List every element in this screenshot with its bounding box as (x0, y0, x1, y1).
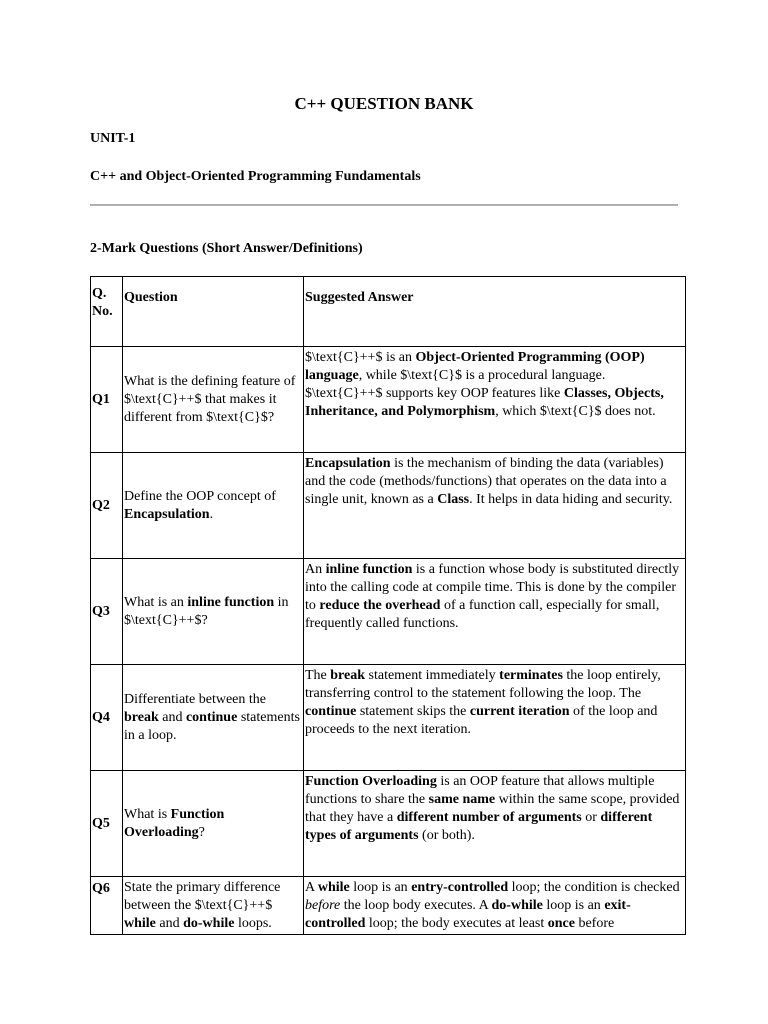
text-segment: or (581, 810, 601, 825)
text-segment: An (305, 562, 326, 577)
text-segment: entry-controlled (411, 880, 509, 895)
text-segment: statement immediately (365, 668, 500, 683)
horizontal-divider (90, 204, 678, 206)
text-segment: different types of arguments (305, 810, 653, 843)
text-segment: and (155, 916, 184, 931)
text-segment: Class (437, 492, 470, 507)
header-suggested-answer: Suggested Answer (304, 277, 686, 347)
text-segment: Define the OOP concept of (124, 488, 276, 504)
text-segment: The (305, 668, 331, 683)
question-table (90, 276, 686, 935)
question-text (123, 771, 304, 877)
text-segment: before (305, 898, 341, 913)
table-row (91, 347, 686, 453)
text-segment: . (209, 506, 214, 522)
text-segment: inline function (325, 562, 413, 577)
suggested-answer (304, 347, 686, 453)
suggested-answer (304, 559, 686, 665)
text-segment: statements in a loop. (124, 709, 300, 743)
text-segment: What is an (124, 594, 188, 610)
text-segment: What is (124, 806, 171, 822)
text-segment: , which $\text{C}$ does not. (495, 404, 656, 419)
text-segment: within the same scope, provided that they have a (305, 792, 680, 825)
text-segment: break (124, 709, 159, 725)
text-segment: $\text{C}++$ is an (305, 350, 416, 365)
text-segment: continue (185, 709, 238, 725)
suggested-answer (304, 453, 686, 559)
text-segment: different number of arguments (396, 810, 582, 825)
header-question-number: Q. No. (91, 277, 123, 347)
text-segment: reduce the overhead (319, 598, 441, 613)
text-segment: terminates (499, 668, 563, 683)
table-row (91, 877, 686, 935)
text-segment: current iteration (469, 704, 570, 719)
text-segment: while (124, 916, 156, 931)
text-segment: do-while (183, 916, 235, 931)
text-segment: What is the defining feature of $\text{C}++$ that makes it different from $\text{C}$? (124, 373, 296, 425)
text-segment: Encapsulation (305, 456, 391, 471)
text-segment: is an OOP feature that allows multiple functions to share the (305, 774, 655, 807)
question-text (123, 347, 304, 453)
question-number: Q5 (91, 771, 123, 877)
text-segment: is a function whose body is substituted directly into the calling code at compile time. This is done by the compiler to (305, 562, 680, 613)
section-title: 2-Mark Questions (Short Answer/Definitions) (90, 241, 363, 256)
document-title: C++ QUESTION BANK (294, 94, 474, 113)
text-segment: loop; the condition is checked (508, 880, 680, 895)
text-segment: continue (305, 704, 357, 719)
suggested-answer (304, 877, 686, 935)
text-segment: in $\text{C}++$? (124, 594, 289, 628)
question-number: Q1 (91, 347, 123, 453)
text-segment: loop is an (349, 880, 412, 895)
question-text (123, 877, 304, 935)
header-question: Question (123, 277, 304, 347)
text-segment: Object-Oriented Programming (OOP) language (305, 350, 645, 383)
question-text (123, 453, 304, 559)
text-segment: before (574, 916, 615, 931)
text-segment: of the loop and proceeds to the next iteration. (305, 704, 658, 737)
subject-title: C++ and Object-Oriented Programming Fundamentals (90, 169, 421, 184)
text-segment: do-while (491, 898, 543, 913)
text-segment: A (305, 880, 318, 895)
text-segment: loops. (234, 916, 272, 931)
text-segment: loop; the body executes at least (365, 916, 548, 931)
text-segment: Differentiate between the (124, 691, 267, 707)
text-segment: Encapsulation (124, 506, 210, 522)
text-segment: (or both). (418, 828, 475, 843)
question-number: Q2 (91, 453, 123, 559)
text-segment: ? (198, 824, 205, 840)
unit-label: UNIT-1 (90, 131, 136, 146)
text-segment: Function Overloading (124, 806, 225, 840)
text-segment: same name (428, 792, 496, 807)
text-segment: once (547, 916, 575, 931)
text-segment: State the primary difference between the $\text{C}++$ (124, 880, 281, 913)
text-segment: loop is an (542, 898, 605, 913)
text-segment: of a function call, especially for small, frequently called functions. (305, 598, 660, 631)
text-segment: . It helps in data hiding and security. (469, 492, 673, 507)
table-row (91, 559, 686, 665)
text-segment: and (158, 709, 186, 725)
text-segment: the loop entirely, transferring control to the statement following the loop. The (305, 668, 661, 701)
question-number: Q3 (91, 559, 123, 665)
text-segment: exit-controlled (305, 898, 631, 931)
text-segment: , while $\text{C}$ is a procedural language. $\text{C}++$ supports key OOP features like (305, 368, 606, 401)
question-table-body (91, 347, 686, 935)
question-number: Q4 (91, 665, 123, 771)
text-segment: Classes, Objects, Inheritance, and Polymorphism (305, 386, 664, 419)
text-segment: statement skips the (356, 704, 470, 719)
question-number: Q6 (91, 877, 123, 935)
table-row (91, 453, 686, 559)
question-text (123, 665, 304, 771)
text-segment: inline function (187, 594, 275, 610)
suggested-answer (304, 665, 686, 771)
text-segment: break (330, 668, 366, 683)
table-row (91, 665, 686, 771)
text-segment: Function Overloading (305, 774, 437, 789)
suggested-answer (304, 771, 686, 877)
text-segment: the loop body executes. A (340, 898, 492, 913)
question-text (123, 559, 304, 665)
text-segment: while (317, 880, 350, 895)
table-header-row (91, 277, 686, 347)
table-row (91, 771, 686, 877)
text-segment: is the mechanism of binding the data (variables) and the code (methods/functions) that operates on the data into a single unit, known as a (305, 456, 667, 507)
